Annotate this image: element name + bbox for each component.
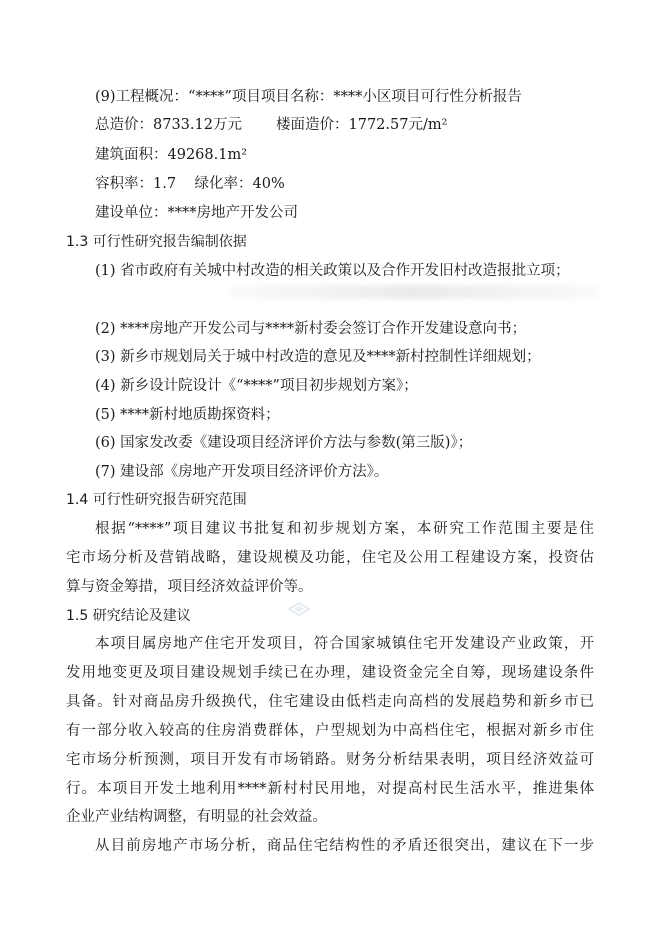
suggestion-paragraph-line: 从目前房地产市场分析，商品住宅结构性的矛盾还很突出，建议在下一步: [95, 838, 594, 854]
basis-item-2: (2) ****房地产开发公司与****新村委会签订合作开发建设意向书；: [95, 321, 527, 337]
section-heading-1-5: 1.5 研究结论及建议: [66, 608, 191, 624]
total-cost: 总造价：8733.12万元: [95, 117, 242, 133]
basis-item-7: (7) 建设部《房地产开发项目经济评价方法》。: [95, 464, 389, 480]
building-area: 建筑面积：49268.1m²: [95, 147, 248, 163]
basis-item-6: (6) 国家发改委《建设项目经济评价方法与参数(第三版)》；: [95, 435, 473, 451]
scope-paragraph-line: 根据“****”项目建议书批复和初步规划方案，本研究工作范围主要是住: [95, 521, 594, 537]
conclusion-paragraph-line: 具备。针对商品房升级换代，住宅建设由低档走向高档的发展趋势和新乡市已: [66, 694, 594, 710]
construction-unit: 建设单位：****房地产开发公司: [95, 205, 298, 221]
watermark-icon: [287, 601, 311, 617]
conclusion-paragraph-line: 行。本项目开发土地利用****新村村民用地，对提高村民生活水平，推进集体: [66, 781, 594, 797]
blurred-text-artifact: [230, 285, 600, 299]
floor-cost: 楼面造价：1772.57元/m²: [276, 117, 448, 133]
basis-item-4: (4) 新乡设计院设计《“****”项目初步规划方案》；: [95, 378, 418, 394]
basis-item-5: (5) ****新村地质勘探资料；: [95, 407, 280, 423]
conclusion-paragraph-line: 有一部分收入较高的住房消费群体，户型规划为中高档住宅，根据对新乡市住: [66, 723, 594, 739]
project-overview-line: (9)工程概况：“****”项目项目名称：****小区项目可行性分析报告: [95, 89, 522, 105]
scope-paragraph-line: 算与资金筹措，项目经济效益评价等。: [66, 579, 313, 595]
conclusion-paragraph-line: 企业产业结构调整，有明显的社会效益。: [66, 809, 327, 825]
section-heading-1-4: 1.4 可行性研究报告研究范围: [66, 492, 247, 508]
conclusion-paragraph-line: 发用地变更及项目建设规划手续已在办理，建设资金完全自筹，现场建设条件: [66, 665, 594, 681]
conclusion-paragraph-line: 宅市场分析预测，项目开发有市场销路。财务分析结果表明，项目经济效益可: [66, 752, 594, 768]
scope-paragraph-line: 宅市场分析及营销战略，建设规模及功能，住宅及公用工程建设方案，投资估: [66, 550, 594, 566]
basis-item-3: (3) 新乡市规划局关于城中村改造的意见及****新村控制性详细规划；: [95, 349, 541, 365]
plot-ratio-green-rate: 容积率：1.7 绿化率：40%: [95, 176, 285, 192]
section-heading-1-3: 1.3 可行性研究报告编制依据: [66, 234, 247, 250]
conclusion-paragraph-line: 本项目属房地产住宅开发项目，符合国家城镇住宅开发建设产业政策，开: [95, 636, 594, 652]
basis-item-1: (1) 省市政府有关城中村改造的相关政策以及合作开发旧村改造报批立项；: [95, 263, 570, 279]
